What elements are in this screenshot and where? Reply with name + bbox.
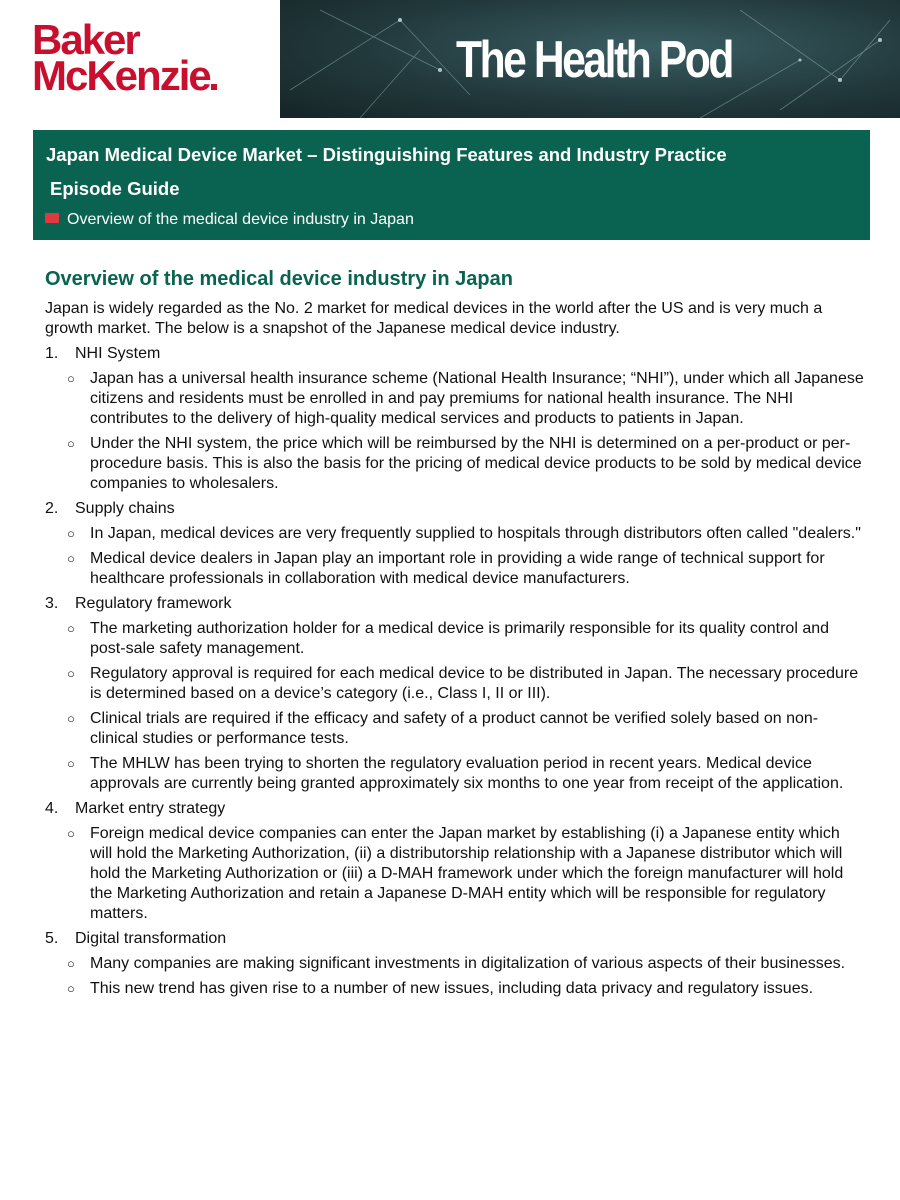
bullet-item: ○ Regulatory approval is required for each medical device to be distributed in Japan. The necessary procedure is determined based on a device’s category (i.e., Class I, II or III). xyxy=(75,664,865,704)
intro-paragraph: Japan is widely regarded as the No. 2 market for medical devices in the world after the US and is very much a growth market. The below is a snapshot of the Japanese medical device industry. xyxy=(45,300,823,337)
item-number: 4. xyxy=(45,800,59,817)
baker-mckenzie-logo xyxy=(32,16,262,99)
episode-header xyxy=(33,130,870,240)
health-pod-banner xyxy=(280,0,900,118)
item-label: Digital transformation xyxy=(75,930,227,947)
bullet-item: ○ Foreign medical device companies can enter the Japan market by establishing (i) a Japanese entity which will hold the Marketing Authorization, (ii) a distributorship relationship with a Japanese distributor which will hold the Marketing Authorization or (iii) a D-MAH framework under which the foreign manufacturer will hold the Marketing Authorization and retain a Japanese D-MAH entity which will be responsible for regulatory matters. xyxy=(75,824,865,924)
bullet-item: ○ In Japan, medical devices are very frequently supplied to hospitals through distributors often called "dealers." xyxy=(75,524,865,544)
episode-guide-label: Episode Guide xyxy=(50,178,180,199)
bullet-list xyxy=(75,954,865,999)
bullet-item: ○ Japan has a universal health insurance scheme (National Health Insurance; “NHI”), under which all Japanese citizens and residents must be enrolled in and pay premiums for national health insurance. The NHI contributes to the delivery of high-quality medical services and products to patients in Japan. xyxy=(75,369,865,429)
bullet-item: ○ The MHLW has been trying to shorten the regulatory evaluation period in recent years. Medical device approvals are currently being granted approximately six months to one year from receipt of the application. xyxy=(75,754,865,794)
item-number: 1. xyxy=(45,345,59,362)
main-content xyxy=(45,266,865,1004)
section-title: Overview of the medical device industry in Japan xyxy=(45,268,513,290)
episode-guide-item: Overview of the medical device industry in Japan xyxy=(45,211,414,229)
list-item xyxy=(45,499,865,589)
list-item xyxy=(45,344,865,494)
list-item xyxy=(45,799,865,924)
bullet-list xyxy=(75,824,865,924)
bullet-item: ○ This new trend has given rise to a number of new issues, including data privacy and regulatory issues. xyxy=(75,979,865,999)
bullet-item: ○ Medical device dealers in Japan play an important role in providing a wide range of technical support for healthcare professionals in collaboration with medical device manufacturers. xyxy=(75,549,865,589)
item-number: 5. xyxy=(45,930,59,947)
logo-line-2: McKenzie xyxy=(32,58,262,94)
banner-title: The Health Pod xyxy=(456,31,732,89)
item-number: 3. xyxy=(45,595,59,612)
bullet-item: ○ Under the NHI system, the price which will be reimbursed by the NHI is determined on a per-product or per-procedure basis. This is also the basis for the pricing of medical device products to be sold by medical device companies to wholesalers. xyxy=(75,434,865,494)
list-item xyxy=(45,929,865,999)
bullet-item: ○ Many companies are making significant investments in digitalization of various aspects of their businesses. xyxy=(75,954,865,974)
episode-title: Japan Medical Device Market – Distinguishing Features and Industry Practice xyxy=(46,144,727,165)
list-item xyxy=(45,594,865,794)
bullet-list xyxy=(75,524,865,589)
logo-line-1: Baker xyxy=(32,16,139,63)
bullet-item: ○ Clinical trials are required if the efficacy and safety of a product cannot be verified solely based on non-clinical studies or performance tests. xyxy=(75,709,865,749)
item-label: Supply chains xyxy=(75,500,175,517)
bullet-item: ○ The marketing authorization holder for a medical device is primarily responsible for its quality control and post-sale safety management. xyxy=(75,619,865,659)
item-number: 2. xyxy=(45,500,59,517)
red-square-icon xyxy=(45,213,59,223)
bullet-list xyxy=(75,619,865,794)
bullet-list xyxy=(75,369,865,494)
topic-list xyxy=(45,344,865,999)
item-label: NHI System xyxy=(75,345,161,362)
item-label: Regulatory framework xyxy=(75,595,232,612)
item-label: Market entry strategy xyxy=(75,800,226,817)
